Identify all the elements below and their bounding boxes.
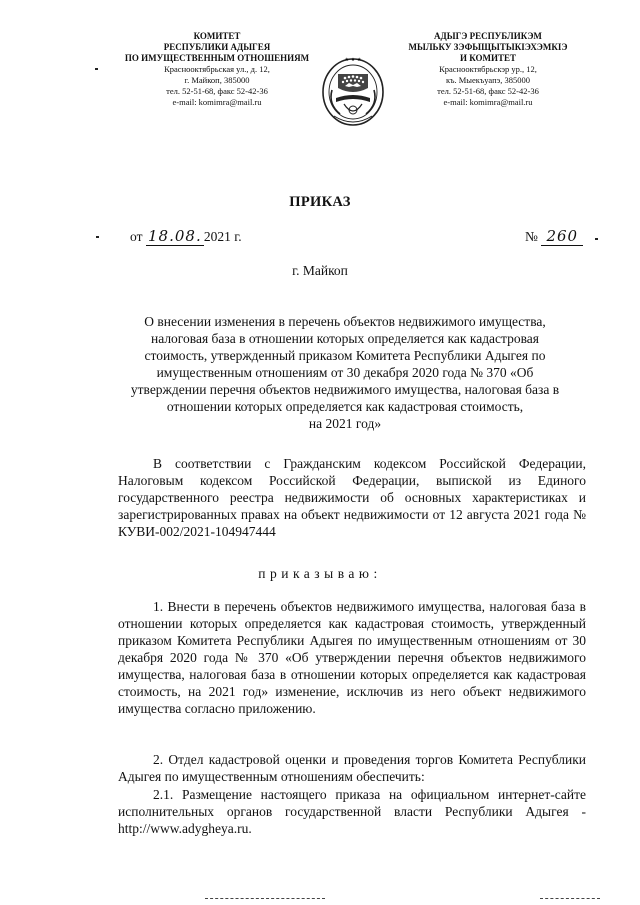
org-address: Краснооктябрьская ул., д. 12, <box>164 64 270 74</box>
subject-line: имущественным отношениям от 30 декабря 2020 года № 370 «Об <box>156 365 534 380</box>
scan-speck <box>95 68 98 70</box>
subject-line: О внесении изменения в перечень объектов недвижимого имущества, <box>144 314 546 329</box>
scan-speck <box>595 238 598 240</box>
date-handwritten: 18.08. <box>146 227 204 246</box>
org-name-line2: РЕСПУБЛИКИ АДЫГЕЯ <box>163 42 271 52</box>
header-right <box>384 31 592 108</box>
subject-line: утверждении перечня объектов недвижимого имущества, налоговая база в <box>130 382 560 397</box>
org-name-line1: КОМИТЕТ <box>193 31 241 41</box>
subject-line: налоговая база в отношении которых определяется как кадастровая <box>150 331 540 346</box>
org-email: e-mail: komimra@mail.ru <box>443 97 533 107</box>
subject-line: отношении которых определяется как кадастровая стоимость, <box>166 399 524 414</box>
order-date <box>130 227 242 246</box>
org-city: г. Майкоп, 385000 <box>184 75 250 85</box>
org-email: e-mail: komimra@mail.ru <box>172 97 262 107</box>
preamble-paragraph: В соответствии с Гражданским кодексом Российской Федерации, Налоговым кодексом Российской Федерации, выпиской из Единого государственного реестра недвижимости об основных характеристиках и зарегистрированных правах на объект недвижимости от 12 августа 2021 года № КУВИ-002/2021-104947444 <box>118 456 586 539</box>
org-phone: тел. 52-51-68, факс 52-42-36 <box>166 86 268 96</box>
order-number <box>525 227 583 246</box>
org-name-line2: МЫЛЬКУ ЗЭФЫЩЫТЫКIЭХЭМКIЭ <box>408 42 568 52</box>
coat-of-arms-emblem <box>318 52 388 144</box>
item-2-paragraph: 2. Отдел кадастровой оценки и проведения торгов Комитета Республики Адыгея по имущественным отношениям обеспечить: <box>118 752 586 784</box>
org-phone: тел. 52-51-68, факс 52-42-36 <box>437 86 539 96</box>
org-city: къ. Мыекъуапэ, 385000 <box>445 75 531 85</box>
header-left <box>108 31 326 108</box>
item-2-1-paragraph: 2.1. Размещение настоящего приказа на официальном интернет-сайте исполнительных органов государственной власти Республики Адыгея - http://www.adygheya.ru. <box>118 787 586 836</box>
org-name-line3: И КОМИТЕТ <box>459 53 517 63</box>
order-subject <box>110 313 580 432</box>
svg-text:★ ★ ★: ★ ★ ★ <box>344 57 362 63</box>
date-prefix: от <box>130 229 143 244</box>
date-year: 2021 г. <box>203 229 242 244</box>
footer-mark <box>205 898 325 900</box>
order-word: приказываю: <box>258 566 382 581</box>
document-title: ПРИКАЗ <box>289 194 351 210</box>
number-prefix: № <box>525 229 538 244</box>
subject-line: стоимость, утвержденный приказом Комитета Республики Адыгея по <box>144 348 546 363</box>
subject-line: на 2021 год» <box>308 416 382 431</box>
org-address: Краснооктябрьскэр ур., 12, <box>439 64 537 74</box>
org-name-line3: ПО ИМУЩЕСТВЕННЫМ ОТНОШЕНИЯМ <box>124 53 310 63</box>
org-name-line1: АДЫГЭ РЕСПУБЛИКЭМ <box>434 31 542 41</box>
scan-speck <box>96 236 99 238</box>
number-handwritten: 260 <box>541 227 583 246</box>
footer-mark <box>540 898 600 900</box>
city-line: г. Майкоп <box>292 263 348 278</box>
item-1-paragraph: 1. Внести в перечень объектов недвижимого имущества, налоговая база в отношении которых определяется как кадастровая стоимость, утвержденный приказом Комитета Республики Адыгея по имущественным отношениям от 30 декабря 2020 года № 370 «Об утверждении перечня объектов недвижимого имущества, налоговая база в отношении которых определяется как кадастровая стоимость, на 2021 год» изменение, исключив из него объект недвижимого имущества согласно приложению. <box>118 599 586 716</box>
